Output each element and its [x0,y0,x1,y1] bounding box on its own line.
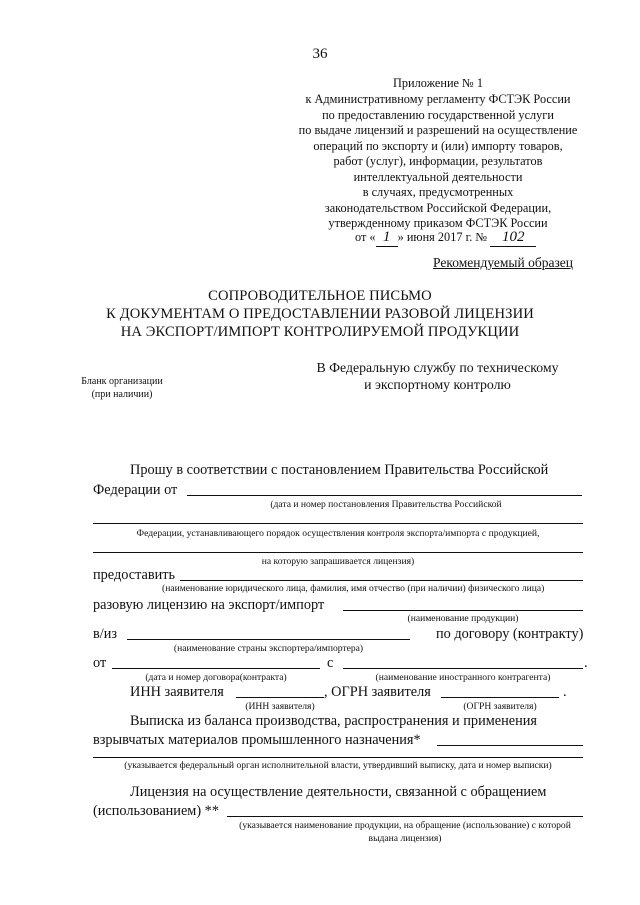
extract-field[interactable] [437,745,583,746]
ogrn-field[interactable] [441,697,559,698]
hint-name: (наименование юридического лица, фамилия, имя отчество (при наличии) физического лица) [162,583,545,594]
title-line: К ДОКУМЕНТАМ О ПРЕДОСТАВЛЕНИИ РАЗОВОЙ ЛИЦЕНЗИИ [106,306,534,322]
recommended-sample: Рекомендуемый образец [433,255,574,270]
handwritten-day: 1 [376,229,398,247]
resolution-field[interactable] [187,495,582,496]
extract-field-2[interactable] [93,757,583,758]
appendix-line: работ (услуг), информации, результатов [333,154,543,168]
license-text-1: Лицензия на осуществление деятельности, связанной с обращением [130,784,547,800]
addressee-line: В Федеральную службу по техническому [316,360,559,375]
page-number: 36 [312,46,328,62]
extract-text-1: Выписка из баланса производства, распространения и применения [130,713,537,729]
product-field[interactable] [343,610,583,611]
appendix-line: Приложение № 1 [392,76,484,90]
ogrn-label: , ОГРН заявителя [324,684,431,700]
request-text: Прошу в соответствии с постановлением Правительства Российской [130,462,549,478]
org-blank-label: Бланк организации [81,376,163,387]
resolution-field-2[interactable] [93,523,583,524]
hint-ogrn: (ОГРН заявителя) [463,701,537,712]
inn-field[interactable] [236,697,324,698]
hint-contract: (дата и номер договора(контракта) [145,672,287,683]
period: . [584,655,588,671]
hint-extract: (указывается федеральный орган исполнительной власти, утвердивший выписку, дата и номер выписки) [124,760,552,771]
appendix-line: к Административному регламенту ФСТЭК России [305,92,571,106]
hint-country: (наименование страны экспортера/импортера) [173,643,364,654]
hint-inn: (ИНН заявителя) [245,701,315,712]
appendix-line: в случаях, предусмотренных [362,185,514,199]
license-field[interactable] [227,816,583,817]
appendix-line: законодательством Российской Федерации, [324,201,552,215]
title-line: НА ЭКСПОРТ/ИМПОРТ КОНТРОЛИРУЕМОЙ ПРОДУКЦИИ [120,324,520,340]
license-text-2: (использованием) ** [93,803,219,819]
handwritten-number: 102 [490,229,536,247]
appendix-line: операций по экспорту и (или) импорту товаров, [313,139,563,153]
addressee-line: и экспортному контролю [364,377,511,392]
from-text: от [93,655,107,671]
contract-date-field[interactable] [112,668,320,669]
org-blank-note: (при наличии) [91,389,153,400]
hint-requested: на которую запрашивается лицензия) [261,556,415,567]
appendix-line: утвержденному приказом ФСТЭК России [328,216,548,230]
extract-text-2: взрывчатых материалов промышленного назначения* [93,732,421,748]
applicant-name-field[interactable] [180,580,583,581]
hint-federation: Федерации, устанавливающего порядок осуществления контроля экспорта/импорта с продукцией, [136,528,540,539]
hint-product: (наименование продукции) [407,613,519,624]
federation-from-text: Федерации от [93,482,178,498]
resolution-field-3[interactable] [93,552,583,553]
appendix-line: интеллектуальной деятельности [353,170,523,184]
appendix-line: по предоставлению государственной услуги [322,108,554,122]
date-prefix: от « [355,230,376,244]
hint-resolution: (дата и номер постановления Правительства Российской [270,499,502,510]
with-text: с [327,655,334,671]
contract-text: по договору (контракту) [436,626,584,642]
inn-label: ИНН заявителя [130,684,224,700]
single-license-text: разовую лицензию на экспорт/импорт [93,597,325,613]
period-2: . [563,684,567,700]
appendix-date [355,229,536,247]
hint-license-2: выдана лицензия) [368,833,442,844]
country-field[interactable] [127,639,410,640]
to-from-text: в/из [93,626,118,642]
hint-counterparty: (наименование иностранного контрагента) [375,672,551,683]
appendix-line: по выдаче лицензий и разрешений на осуществление [298,123,578,137]
hint-license-1: (указывается наименование продукции, на обращение (использование) с которой [239,820,571,831]
title-line: СОПРОВОДИТЕЛЬНОЕ ПИСЬМО [208,288,432,304]
date-middle: » июня 2017 г. № [397,230,488,244]
counterparty-field[interactable] [343,668,583,669]
provide-text: предоставить [93,567,176,583]
